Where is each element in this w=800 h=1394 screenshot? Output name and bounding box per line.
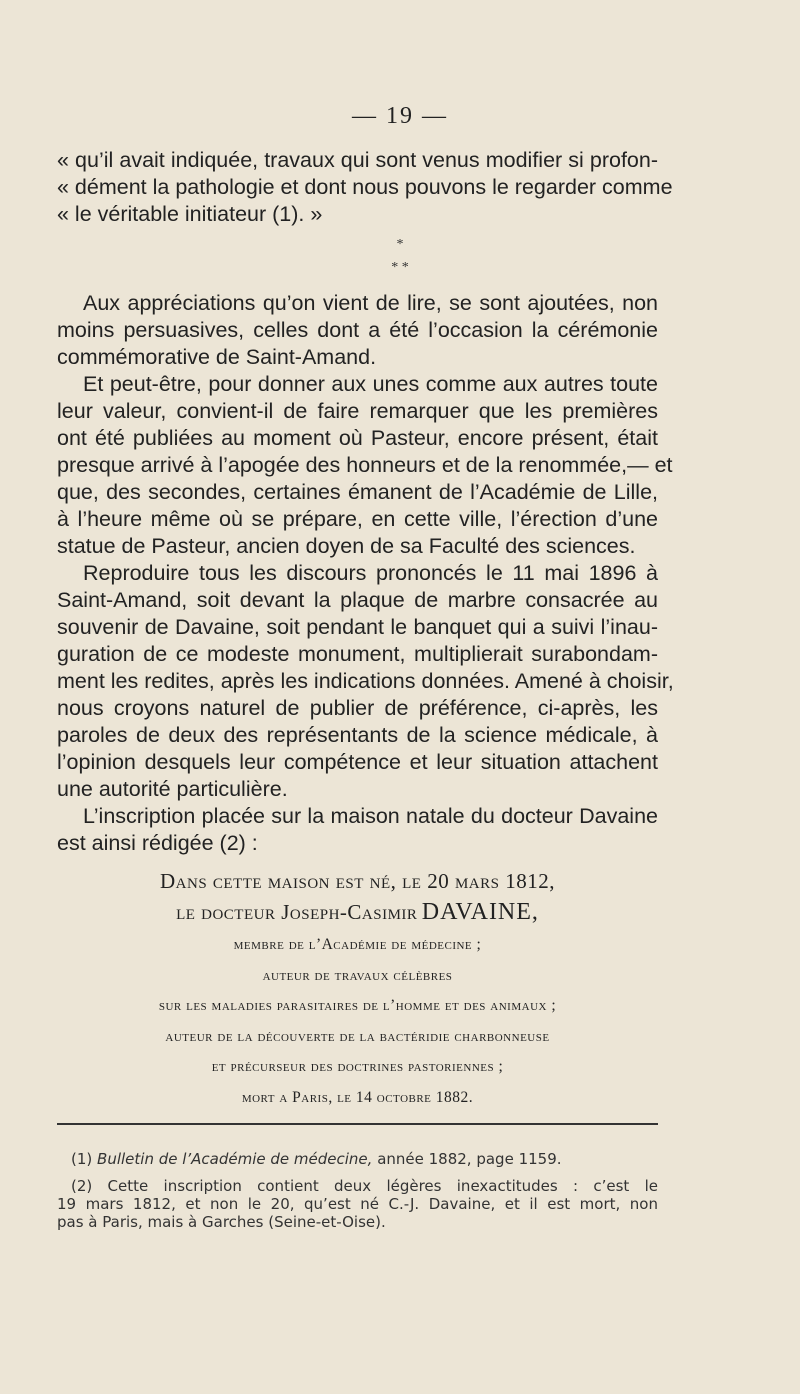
text-line: Aux appréciations qu’on vient de lire, se sont ajoutées, non [83,291,658,315]
footnote-text: année 1882, page 1159. [377,1150,562,1168]
text-line: à l’heure même où se prépare, en cette ville, l’érection d’une [57,507,658,531]
footnote-divider [57,1123,658,1125]
inscription-line: auteur de travaux célèbres [262,966,453,984]
paragraph-3 [57,560,674,803]
text-line: une autorité particulière. [57,777,288,801]
inscription-block [57,866,658,1113]
footnote-line: (2) Cette inscription contient deux légères inexactitudes : c’est le [71,1177,658,1195]
inscription-line [57,897,658,931]
footnote-1 [57,1150,658,1168]
footnote-2 [57,1177,658,1231]
text-line: est ainsi rédigée (2) : [57,831,258,855]
inscription-line: sur les maladies parasitaires de l’homme et des animaux ; [158,997,557,1014]
inscription-line: mort a Paris, le 14 octobre 1882. [241,1088,474,1106]
text-line: ont été publiées au moment où Pasteur, encore présent, était [57,426,658,450]
text-line: Et peut-être, pour donner aux unes comme aux autres toute [83,372,658,396]
footnote-title: Bulletin de l’Académie de médecine, [97,1150,373,1168]
inscription-text: le docteur Joseph-Casimir [176,899,418,924]
inscription-line: membre de l’Académie de médecine ; [233,936,482,953]
text-line: L’inscription placée sur la maison natale du docteur Davaine [83,804,658,828]
text-line: que, des secondes, certaines émanent de l’Académie de Lille, [57,480,658,504]
paragraph-4 [57,803,658,857]
inscription-line: auteur de la découverte de la bactéridie charbonneuse [165,1027,550,1045]
text-line: guration de ce modeste monument, multiplierait surabondam- [57,642,658,666]
inscription-line: Dans cette maison est né, le 20 mars 1812, [159,869,555,893]
footnote-number: (1) [71,1150,93,1168]
text-line: Saint-Amand, soit devant la plaque de marbre consacrée au [57,588,658,612]
quote-block [57,147,673,228]
text-line: paroles de deux des représentants de la science médicale, à [57,723,658,747]
inscription-line: et précurseur des doctrines pastoriennes ; [211,1058,504,1075]
separator-star-top: * [396,237,404,252]
inscription-surname: DAVAINE, [421,898,539,925]
footnotes [57,1150,658,1231]
paragraph-2 [57,371,673,560]
quote-line: « dément la pathologie et dont nous pouvons le regarder comme [57,175,673,199]
page-number: — 19 — [352,103,448,129]
footnote-line [57,1150,658,1168]
text-line: l’opinion desquels leur compétence et leur situation attachent [57,750,658,774]
text-line: moins persuasives, celles dont a été l’occasion la cérémonie [57,318,658,342]
text-line: statue de Pasteur, ancien doyen de sa Faculté des sciences. [57,534,636,558]
quote-line: « qu’il avait indiquée, travaux qui sont venus modifier si profon- [57,148,658,172]
footnote-line: pas à Paris, mais à Garches (Seine-et-Oise). [57,1213,386,1231]
text-line: presque arrivé à l’apogée des honneurs et de la renommée,— et [57,453,673,477]
text-line: ment les redites, après les indications données. Amené à choisir, [57,669,674,693]
text-line: nous croyons naturel de publier de préférence, ci-après, les [57,696,658,720]
text-line: commémorative de Saint-Amand. [57,345,377,369]
text-line: leur valeur, convient-il de faire remarquer que les premières [57,399,658,423]
footnote-line: 19 mars 1812, et non le 20, qu’est né C.-J. Davaine, et il est mort, non [57,1195,658,1213]
quote-line: « le véritable initiateur (1). » [57,202,323,226]
text-line: Reproduire tous les discours prononcés le 11 mai 1896 à [83,561,658,585]
text-line: souvenir de Davaine, soit pendant le banquet qui a suivi l’inau- [57,615,658,639]
separator-star-bottom: * * [391,260,409,275]
paragraph-1 [57,290,658,371]
